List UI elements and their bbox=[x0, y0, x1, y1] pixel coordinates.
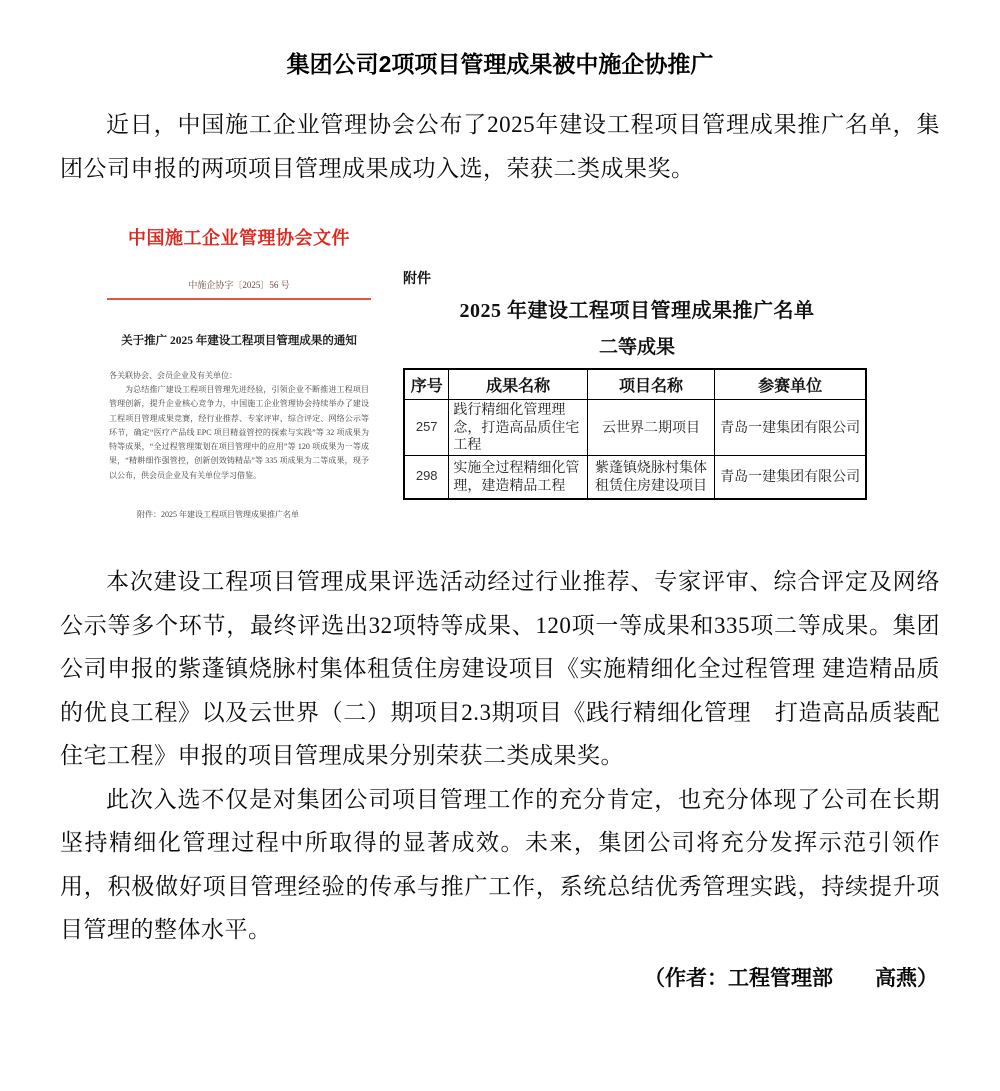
col-header-project: 项目名称 bbox=[587, 369, 714, 400]
cell-achievement: 践行精细化管理理念，打造高品质住宅工程 bbox=[449, 400, 587, 456]
table-row bbox=[404, 400, 866, 456]
cell-achievement: 实施全过程精细化管理，建造精品工程 bbox=[449, 455, 587, 499]
cell-unit: 青岛一建集团有限公司 bbox=[715, 455, 866, 499]
cell-unit: 青岛一建集团有限公司 bbox=[715, 400, 866, 456]
letter-salutation: 各关联协会、会员企业及有关单位： bbox=[109, 371, 237, 380]
figures-row bbox=[0, 208, 1000, 560]
letter-attachment-note: 附件：2025 年建设工程项目管理成果推广名单 bbox=[137, 510, 299, 520]
letter-body-text: 为总结推广建设工程项目管理先进经验，引领企业不断推进工程项目管理创新，提升企业核心竞争力，中国施工企业管理协会持续举办了建设工程项目管理成果竞赛，经行业推荐、专家评审、综合评定、网络公示等环节，确定“医疗产品线 EPC 项目精益管控的探索与实践”等 32 项成果为特等成果，“全过程管理策划在项目管理中的应用”等 120 项成果为一等成果，“精耕细作强管控，创新创效铸精品”等 335 项成果为二等成果，现予以公布，供会员企业及有关单位学习借鉴。 bbox=[109, 385, 369, 480]
cell-project: 紫蓬镇烧脉村集体租赁住房建设项目 bbox=[587, 455, 714, 499]
col-header-serial: 序号 bbox=[404, 369, 449, 400]
letter-red-rule bbox=[107, 298, 371, 300]
cell-project: 云世界二期项目 bbox=[587, 400, 714, 456]
intro-paragraph: 近日，中国施工企业管理协会公布了2025年建设工程项目管理成果推广名单，集团公司申报的两项项目管理成果成功入选，荣获二类成果奖。 bbox=[60, 112, 940, 181]
table-row bbox=[404, 455, 866, 499]
results-table bbox=[403, 368, 867, 500]
body-paragraph-outlook: 此次入选不仅是对集团公司项目管理工作的充分肯定，也充分体现了公司在长期坚持精细化管理过程中所取得的显著成效。未来，集团公司将充分发挥示范引领作用，积极做好项目管理经验的传承与推广工作，系统总结优秀管理实践，持续提升项目管理的整体水平。 bbox=[60, 786, 940, 942]
body-paragraph-results: 本次建设工程项目管理成果评选活动经过行业推荐、专家评审、综合评定及网络公示等多个环节，最终评选出32项特等成果、120项一等成果和335项二等成果。集团公司申报的紫蓬镇烧脉村集体租赁住房建设项目《实施精细化全过程管理 建造精品质的优良工程》以及云世界（二）期项目2.3期项目《践行精细化管理 打造高品质装配住宅工程》申报的项目管理成果分别荣获二类成果奖。 bbox=[60, 569, 940, 768]
page-title: 集团公司2项项目管理成果被中施企协推广 bbox=[286, 51, 714, 77]
letter-scan-image bbox=[95, 214, 383, 520]
col-header-unit: 参赛单位 bbox=[715, 369, 866, 400]
col-header-achievement: 成果名称 bbox=[449, 369, 587, 400]
table-header-row bbox=[404, 369, 866, 400]
cell-serial: 257 bbox=[404, 400, 449, 456]
attachment-subtitle: 二等成果 bbox=[598, 337, 675, 358]
attachment-block bbox=[403, 268, 871, 500]
cell-serial: 298 bbox=[404, 455, 449, 499]
letter-doc-number: 中施企协字〔2025〕56 号 bbox=[188, 280, 290, 290]
attachment-label: 附件 bbox=[403, 272, 431, 287]
author-byline: （作者：工程管理部 高燕） bbox=[644, 965, 938, 990]
letter-title: 关于推广 2025 年建设工程项目管理成果的通知 bbox=[121, 335, 357, 347]
letter-red-header: 中国施工企业管理协会文件 bbox=[128, 228, 350, 248]
attachment-title: 2025 年建设工程项目管理成果推广名单 bbox=[459, 300, 815, 322]
